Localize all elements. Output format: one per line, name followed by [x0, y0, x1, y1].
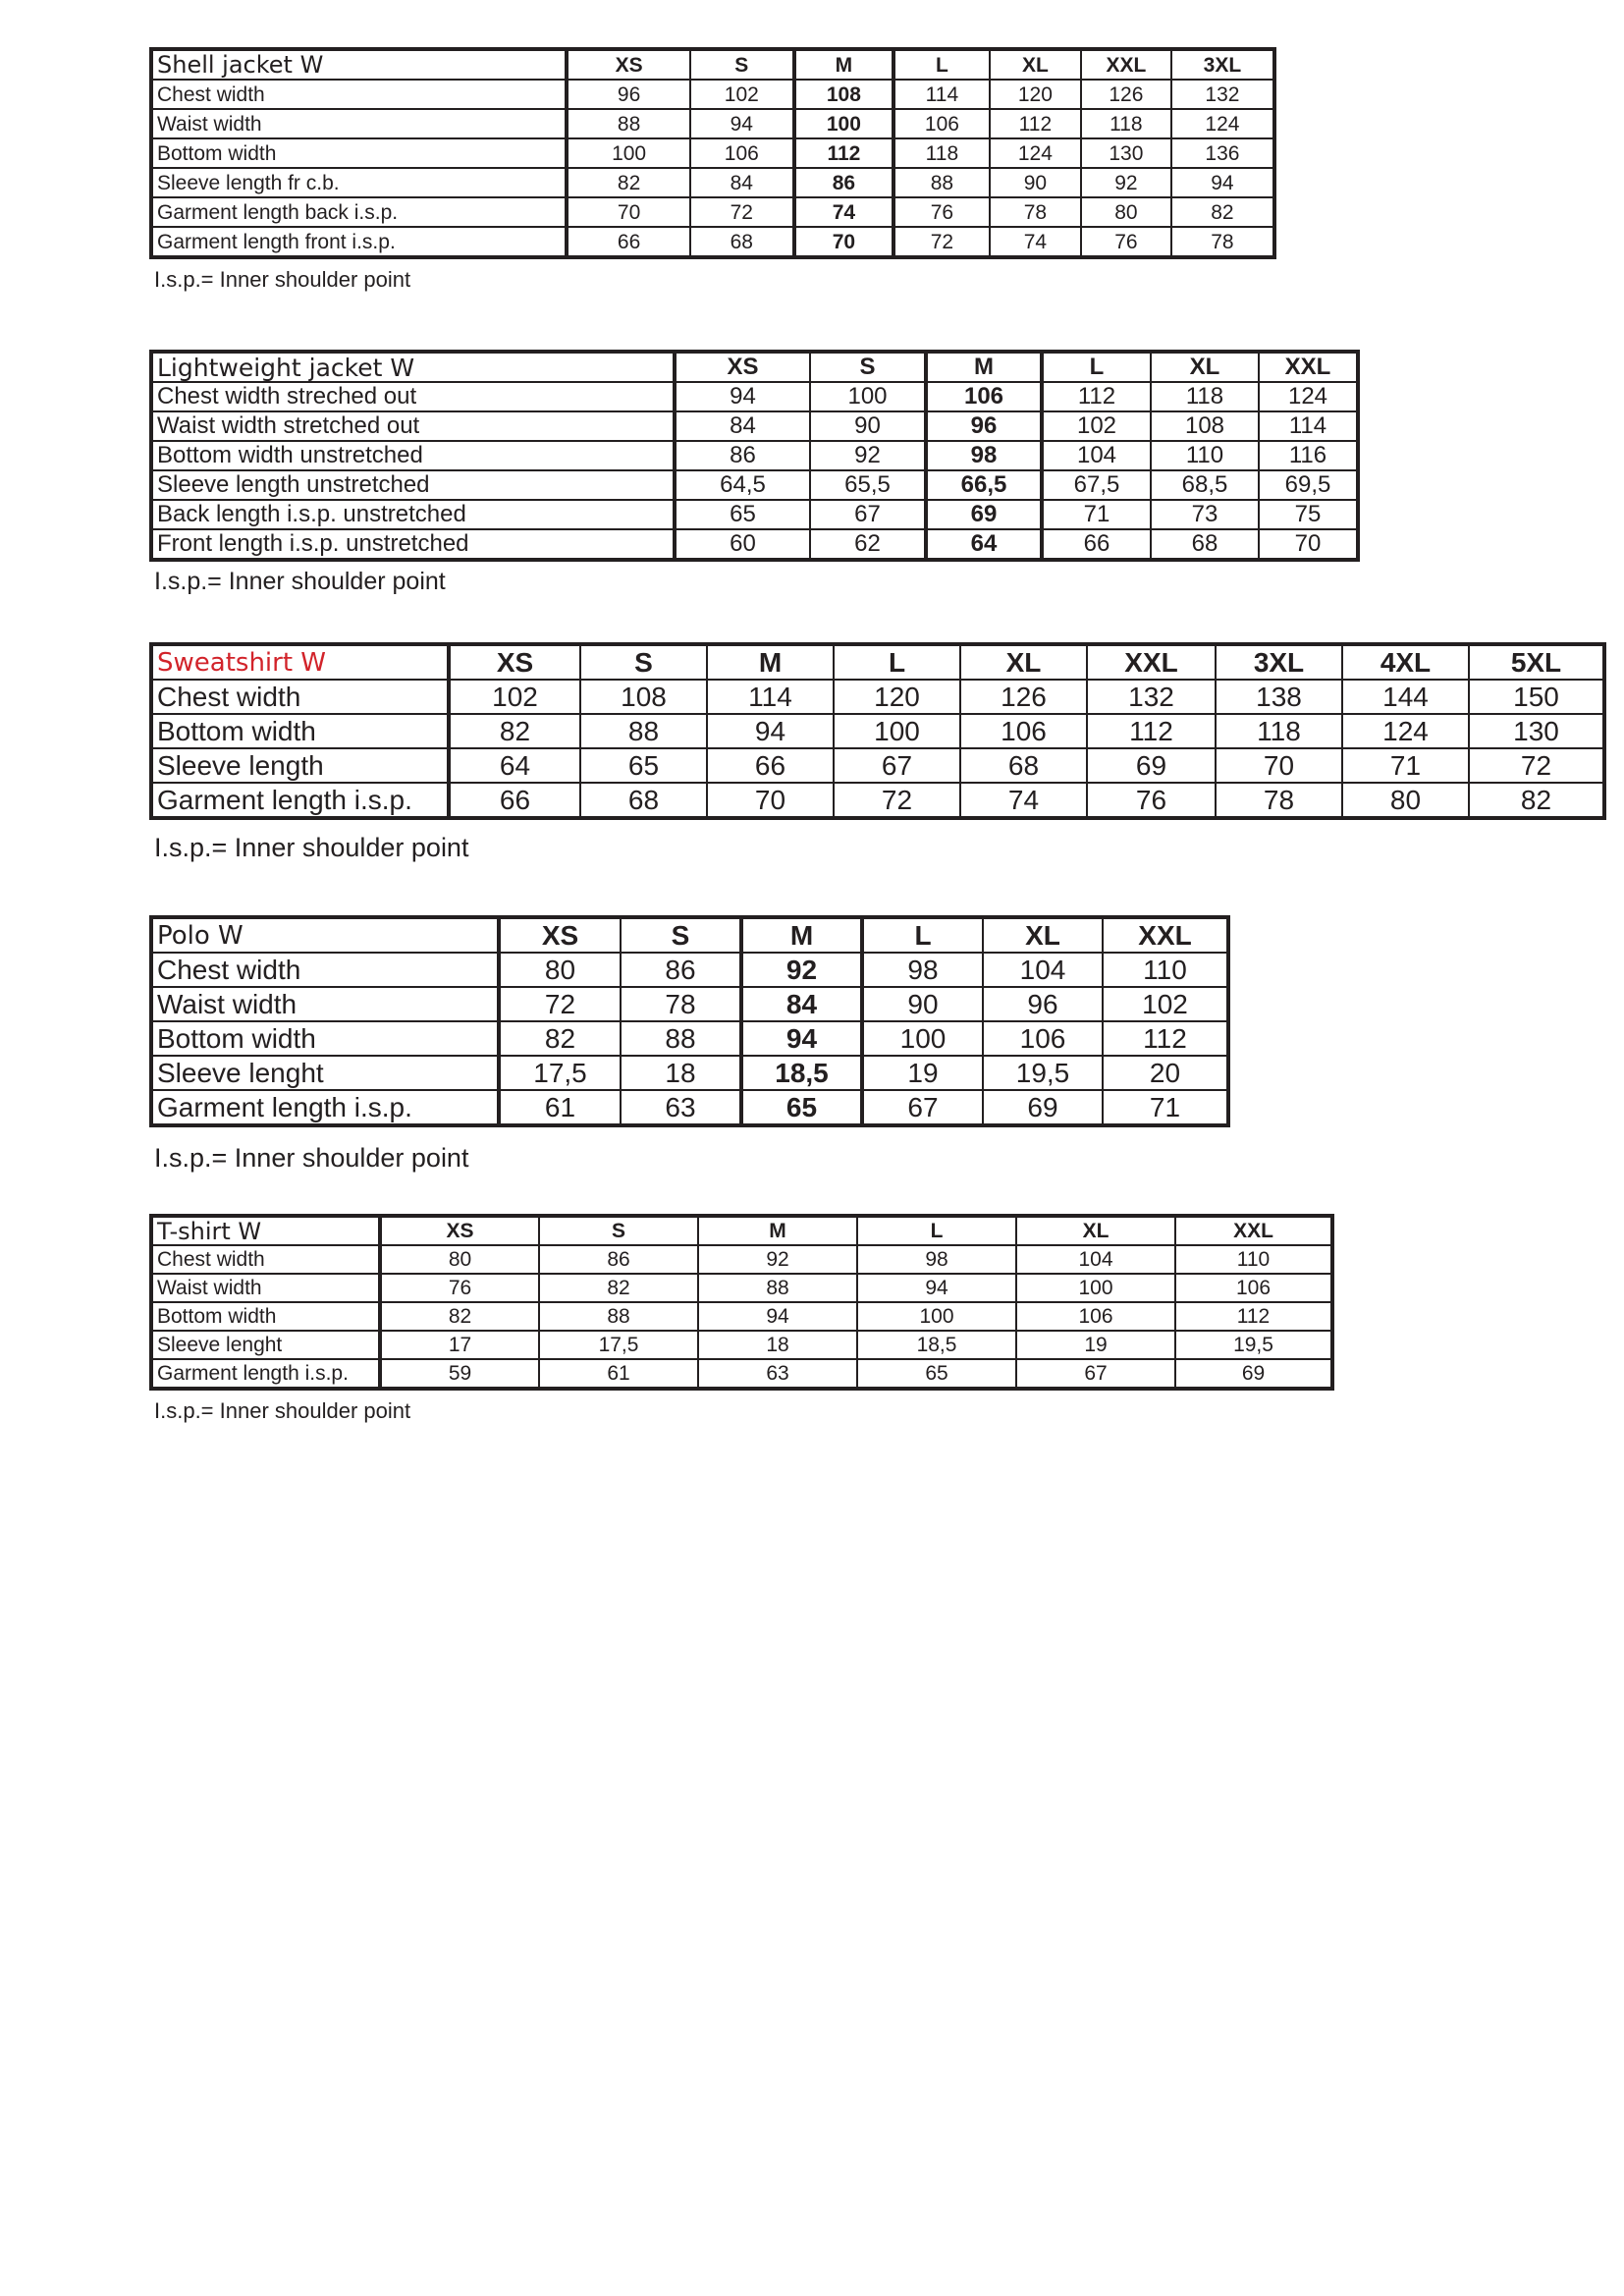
size-value: 65 [580, 748, 707, 783]
size-value: 67 [1016, 1359, 1175, 1389]
table-row [151, 1359, 1332, 1389]
size-value: 78 [621, 987, 741, 1021]
size-value: 71 [1042, 500, 1151, 529]
size-value: 106 [926, 382, 1042, 411]
size-header: S [810, 352, 926, 382]
table-title: Lightweight jacket W [151, 352, 675, 382]
size-value: 18 [621, 1056, 741, 1090]
size-value: 64,5 [675, 470, 810, 500]
size-value: 116 [1259, 441, 1358, 470]
row-label: Garment length front i.s.p. [151, 227, 567, 257]
table-row [151, 138, 1274, 168]
size-value: 100 [862, 1021, 983, 1056]
size-value: 68 [960, 748, 1087, 783]
size-value: 144 [1342, 680, 1469, 714]
size-value: 130 [1081, 138, 1171, 168]
size-value: 76 [380, 1274, 539, 1302]
row-label: Bottom width [151, 138, 567, 168]
size-table [149, 47, 1276, 259]
footnote: I.s.p.= Inner shoulder point [154, 267, 411, 292]
size-header: S [580, 644, 707, 680]
size-value: 126 [960, 680, 1087, 714]
size-value: 100 [834, 714, 960, 748]
table-row [151, 1245, 1332, 1274]
size-value: 19 [1016, 1331, 1175, 1359]
size-value: 106 [893, 109, 990, 138]
size-value: 88 [698, 1274, 857, 1302]
row-label: Bottom width [151, 1021, 499, 1056]
size-value: 70 [1216, 748, 1342, 783]
size-value: 19,5 [983, 1056, 1103, 1090]
size-value: 60 [675, 529, 810, 560]
size-value: 138 [1216, 680, 1342, 714]
row-label: Garment length i.s.p. [151, 1359, 380, 1389]
size-table [149, 1214, 1334, 1391]
size-value: 69 [1175, 1359, 1332, 1389]
row-label: Sleeve lenght [151, 1056, 499, 1090]
size-value: 70 [794, 227, 893, 257]
size-value: 106 [690, 138, 794, 168]
row-label: Sleeve length [151, 748, 449, 783]
table-row [151, 382, 1358, 411]
table-header-row [151, 49, 1274, 80]
size-value: 72 [893, 227, 990, 257]
size-value: 110 [1103, 953, 1228, 987]
size-value: 98 [857, 1245, 1016, 1274]
size-value: 136 [1171, 138, 1274, 168]
size-value: 118 [893, 138, 990, 168]
size-value: 124 [990, 138, 1081, 168]
size-header: 3XL [1171, 49, 1274, 80]
size-header: XL [983, 917, 1103, 953]
size-value: 112 [1175, 1302, 1332, 1331]
table-row [151, 1021, 1228, 1056]
size-header: M [741, 917, 862, 953]
size-value: 63 [698, 1359, 857, 1389]
row-label: Waist width [151, 109, 567, 138]
size-value: 92 [741, 953, 862, 987]
size-value: 84 [675, 411, 810, 441]
size-value: 66 [707, 748, 834, 783]
size-value: 71 [1342, 748, 1469, 783]
size-header: M [707, 644, 834, 680]
size-value: 102 [449, 680, 580, 714]
size-value: 80 [1342, 783, 1469, 818]
table-row [151, 1302, 1332, 1331]
size-value: 106 [983, 1021, 1103, 1056]
size-value: 69,5 [1259, 470, 1358, 500]
table-row [151, 783, 1604, 818]
size-value: 106 [960, 714, 1087, 748]
size-value: 92 [1081, 168, 1171, 197]
size-value: 67 [834, 748, 960, 783]
size-value: 110 [1175, 1245, 1332, 1274]
size-value: 124 [1342, 714, 1469, 748]
size-value: 88 [539, 1302, 698, 1331]
size-value: 69 [926, 500, 1042, 529]
size-table [149, 642, 1606, 820]
row-label: Sleeve length unstretched [151, 470, 675, 500]
size-value: 150 [1469, 680, 1604, 714]
size-value: 78 [1216, 783, 1342, 818]
size-value: 100 [810, 382, 926, 411]
size-value: 71 [1103, 1090, 1228, 1125]
size-value: 78 [990, 197, 1081, 227]
row-label: Garment length i.s.p. [151, 783, 449, 818]
size-value: 65 [741, 1090, 862, 1125]
size-value: 68 [580, 783, 707, 818]
size-value: 112 [794, 138, 893, 168]
table-header-row [151, 352, 1358, 382]
size-value: 82 [380, 1302, 539, 1331]
size-value: 94 [707, 714, 834, 748]
size-value: 69 [983, 1090, 1103, 1125]
size-value: 112 [1103, 1021, 1228, 1056]
size-value: 74 [794, 197, 893, 227]
size-table [149, 915, 1230, 1127]
size-value: 104 [1042, 441, 1151, 470]
size-value: 82 [1469, 783, 1604, 818]
lightweight-jacket-size-chart [149, 350, 1360, 595]
table-row [151, 197, 1274, 227]
size-header: XL [990, 49, 1081, 80]
size-value: 100 [1016, 1274, 1175, 1302]
size-header: XXL [1081, 49, 1171, 80]
size-value: 80 [499, 953, 621, 987]
size-header: M [926, 352, 1042, 382]
size-value: 94 [698, 1302, 857, 1331]
size-value: 70 [1259, 529, 1358, 560]
size-value: 86 [621, 953, 741, 987]
table-row [151, 441, 1358, 470]
row-label: Chest width streched out [151, 382, 675, 411]
size-value: 74 [960, 783, 1087, 818]
size-header: XXL [1103, 917, 1228, 953]
size-value: 102 [690, 80, 794, 109]
size-value: 94 [675, 382, 810, 411]
size-value: 106 [1175, 1274, 1332, 1302]
size-value: 19 [862, 1056, 983, 1090]
table-title: T-shirt W [151, 1216, 380, 1245]
size-value: 64 [449, 748, 580, 783]
row-label: Garment length back i.s.p. [151, 197, 567, 227]
size-value: 132 [1171, 80, 1274, 109]
size-value: 18,5 [741, 1056, 862, 1090]
size-value: 75 [1259, 500, 1358, 529]
size-value: 68,5 [1151, 470, 1259, 500]
size-value: 104 [983, 953, 1103, 987]
size-value: 90 [862, 987, 983, 1021]
size-value: 82 [567, 168, 689, 197]
size-value: 104 [1016, 1245, 1175, 1274]
size-header: S [539, 1216, 698, 1245]
table-row [151, 227, 1274, 257]
size-value: 72 [834, 783, 960, 818]
size-value: 98 [926, 441, 1042, 470]
size-value: 59 [380, 1359, 539, 1389]
size-value: 108 [580, 680, 707, 714]
size-value: 110 [1151, 441, 1259, 470]
size-value: 76 [1081, 227, 1171, 257]
size-header: L [862, 917, 983, 953]
size-value: 114 [707, 680, 834, 714]
size-value: 17 [380, 1331, 539, 1359]
size-header: XL [1016, 1216, 1175, 1245]
size-value: 76 [1087, 783, 1216, 818]
size-value: 102 [1042, 411, 1151, 441]
size-value: 62 [810, 529, 926, 560]
table-row [151, 1056, 1228, 1090]
size-value: 118 [1151, 382, 1259, 411]
size-value: 17,5 [539, 1331, 698, 1359]
table-row [151, 1274, 1332, 1302]
size-value: 82 [539, 1274, 698, 1302]
size-value: 88 [567, 109, 689, 138]
table-row [151, 1090, 1228, 1125]
size-value: 112 [1042, 382, 1151, 411]
size-header: 4XL [1342, 644, 1469, 680]
row-label: Waist width [151, 1274, 380, 1302]
table-row [151, 714, 1604, 748]
size-value: 94 [857, 1274, 1016, 1302]
size-value: 132 [1087, 680, 1216, 714]
size-value: 118 [1216, 714, 1342, 748]
size-header: M [698, 1216, 857, 1245]
size-value: 96 [567, 80, 689, 109]
size-value: 18,5 [857, 1331, 1016, 1359]
row-label: Garment length i.s.p. [151, 1090, 499, 1125]
row-label: Back length i.s.p. unstretched [151, 500, 675, 529]
size-header: XS [567, 49, 689, 80]
size-value: 72 [499, 987, 621, 1021]
size-value: 120 [990, 80, 1081, 109]
size-header: XL [960, 644, 1087, 680]
size-value: 65 [857, 1359, 1016, 1389]
size-value: 92 [810, 441, 926, 470]
row-label: Waist width [151, 987, 499, 1021]
size-value: 112 [1087, 714, 1216, 748]
size-value: 84 [690, 168, 794, 197]
size-value: 74 [990, 227, 1081, 257]
size-value: 126 [1081, 80, 1171, 109]
size-header: L [834, 644, 960, 680]
size-header: 3XL [1216, 644, 1342, 680]
size-value: 80 [380, 1245, 539, 1274]
size-header: S [621, 917, 741, 953]
size-value: 96 [983, 987, 1103, 1021]
size-header: L [857, 1216, 1016, 1245]
size-value: 82 [499, 1021, 621, 1056]
size-value: 20 [1103, 1056, 1228, 1090]
size-value: 18 [698, 1331, 857, 1359]
table-title: Shell jacket W [151, 49, 567, 80]
table-row [151, 953, 1228, 987]
table-row [151, 1331, 1332, 1359]
size-value: 64 [926, 529, 1042, 560]
size-value: 17,5 [499, 1056, 621, 1090]
size-value: 100 [857, 1302, 1016, 1331]
table-row [151, 470, 1358, 500]
polo-size-chart [149, 915, 1230, 1173]
size-value: 66 [567, 227, 689, 257]
size-value: 66 [1042, 529, 1151, 560]
table-row [151, 168, 1274, 197]
size-value: 106 [1016, 1302, 1175, 1331]
size-value: 67,5 [1042, 470, 1151, 500]
table-row [151, 680, 1604, 714]
size-value: 68 [690, 227, 794, 257]
table-header-row [151, 917, 1228, 953]
table-row [151, 500, 1358, 529]
footnote: I.s.p.= Inner shoulder point [154, 568, 446, 595]
size-value: 100 [567, 138, 689, 168]
size-value: 70 [567, 197, 689, 227]
size-value: 76 [893, 197, 990, 227]
table-row [151, 80, 1274, 109]
table-row [151, 109, 1274, 138]
size-header: XS [675, 352, 810, 382]
size-value: 98 [862, 953, 983, 987]
sweatshirt-size-chart [149, 642, 1606, 862]
size-value: 94 [741, 1021, 862, 1056]
size-value: 61 [499, 1090, 621, 1125]
size-value: 88 [621, 1021, 741, 1056]
row-label: Sleeve length fr c.b. [151, 168, 567, 197]
size-value: 73 [1151, 500, 1259, 529]
row-label: Waist width stretched out [151, 411, 675, 441]
size-value: 114 [893, 80, 990, 109]
size-value: 66,5 [926, 470, 1042, 500]
size-value: 80 [1081, 197, 1171, 227]
table-row [151, 411, 1358, 441]
row-label: Bottom width unstretched [151, 441, 675, 470]
row-label: Sleeve lenght [151, 1331, 380, 1359]
size-value: 96 [926, 411, 1042, 441]
size-value: 112 [990, 109, 1081, 138]
size-value: 102 [1103, 987, 1228, 1021]
size-value: 72 [1469, 748, 1604, 783]
footnote: I.s.p.= Inner shoulder point [154, 833, 469, 862]
size-header: XS [449, 644, 580, 680]
size-value: 65 [675, 500, 810, 529]
size-value: 67 [862, 1090, 983, 1125]
size-header: XS [499, 917, 621, 953]
size-value: 84 [741, 987, 862, 1021]
size-value: 118 [1081, 109, 1171, 138]
row-label: Chest width [151, 1245, 380, 1274]
footnote: I.s.p.= Inner shoulder point [154, 1143, 469, 1173]
size-value: 78 [1171, 227, 1274, 257]
row-label: Front length i.s.p. unstretched [151, 529, 675, 560]
size-value: 69 [1087, 748, 1216, 783]
table-row [151, 529, 1358, 560]
size-value: 66 [449, 783, 580, 818]
size-value: 124 [1171, 109, 1274, 138]
size-value: 114 [1259, 411, 1358, 441]
size-value: 94 [690, 109, 794, 138]
size-value: 82 [1171, 197, 1274, 227]
size-value: 19,5 [1175, 1331, 1332, 1359]
table-row [151, 748, 1604, 783]
size-header: XXL [1087, 644, 1216, 680]
size-value: 61 [539, 1359, 698, 1389]
size-value: 90 [990, 168, 1081, 197]
size-header: S [690, 49, 794, 80]
size-header: XS [380, 1216, 539, 1245]
tshirt-size-chart [149, 1214, 1334, 1423]
table-title: Sweatshirt W [151, 644, 449, 680]
row-label: Chest width [151, 80, 567, 109]
size-header: L [1042, 352, 1151, 382]
shell-jacket-size-chart [149, 47, 1276, 292]
size-header: XXL [1175, 1216, 1332, 1245]
size-header: XL [1151, 352, 1259, 382]
size-table [149, 350, 1360, 562]
size-value: 124 [1259, 382, 1358, 411]
size-header: 5XL [1469, 644, 1604, 680]
table-row [151, 987, 1228, 1021]
size-value: 67 [810, 500, 926, 529]
size-header: M [794, 49, 893, 80]
row-label: Bottom width [151, 714, 449, 748]
size-value: 108 [1151, 411, 1259, 441]
size-value: 68 [1151, 529, 1259, 560]
size-value: 94 [1171, 168, 1274, 197]
size-value: 72 [690, 197, 794, 227]
size-value: 120 [834, 680, 960, 714]
row-label: Bottom width [151, 1302, 380, 1331]
size-value: 92 [698, 1245, 857, 1274]
size-value: 88 [893, 168, 990, 197]
footnote: I.s.p.= Inner shoulder point [154, 1398, 411, 1423]
row-label: Chest width [151, 953, 499, 987]
size-value: 130 [1469, 714, 1604, 748]
size-value: 65,5 [810, 470, 926, 500]
size-value: 100 [794, 109, 893, 138]
size-value: 70 [707, 783, 834, 818]
row-label: Chest width [151, 680, 449, 714]
size-value: 82 [449, 714, 580, 748]
size-value: 86 [539, 1245, 698, 1274]
size-value: 86 [794, 168, 893, 197]
table-header-row [151, 644, 1604, 680]
size-value: 86 [675, 441, 810, 470]
table-title: Polo W [151, 917, 499, 953]
size-value: 108 [794, 80, 893, 109]
table-header-row [151, 1216, 1332, 1245]
size-value: 63 [621, 1090, 741, 1125]
size-value: 90 [810, 411, 926, 441]
size-value: 88 [580, 714, 707, 748]
size-header: L [893, 49, 990, 80]
size-header: XXL [1259, 352, 1358, 382]
